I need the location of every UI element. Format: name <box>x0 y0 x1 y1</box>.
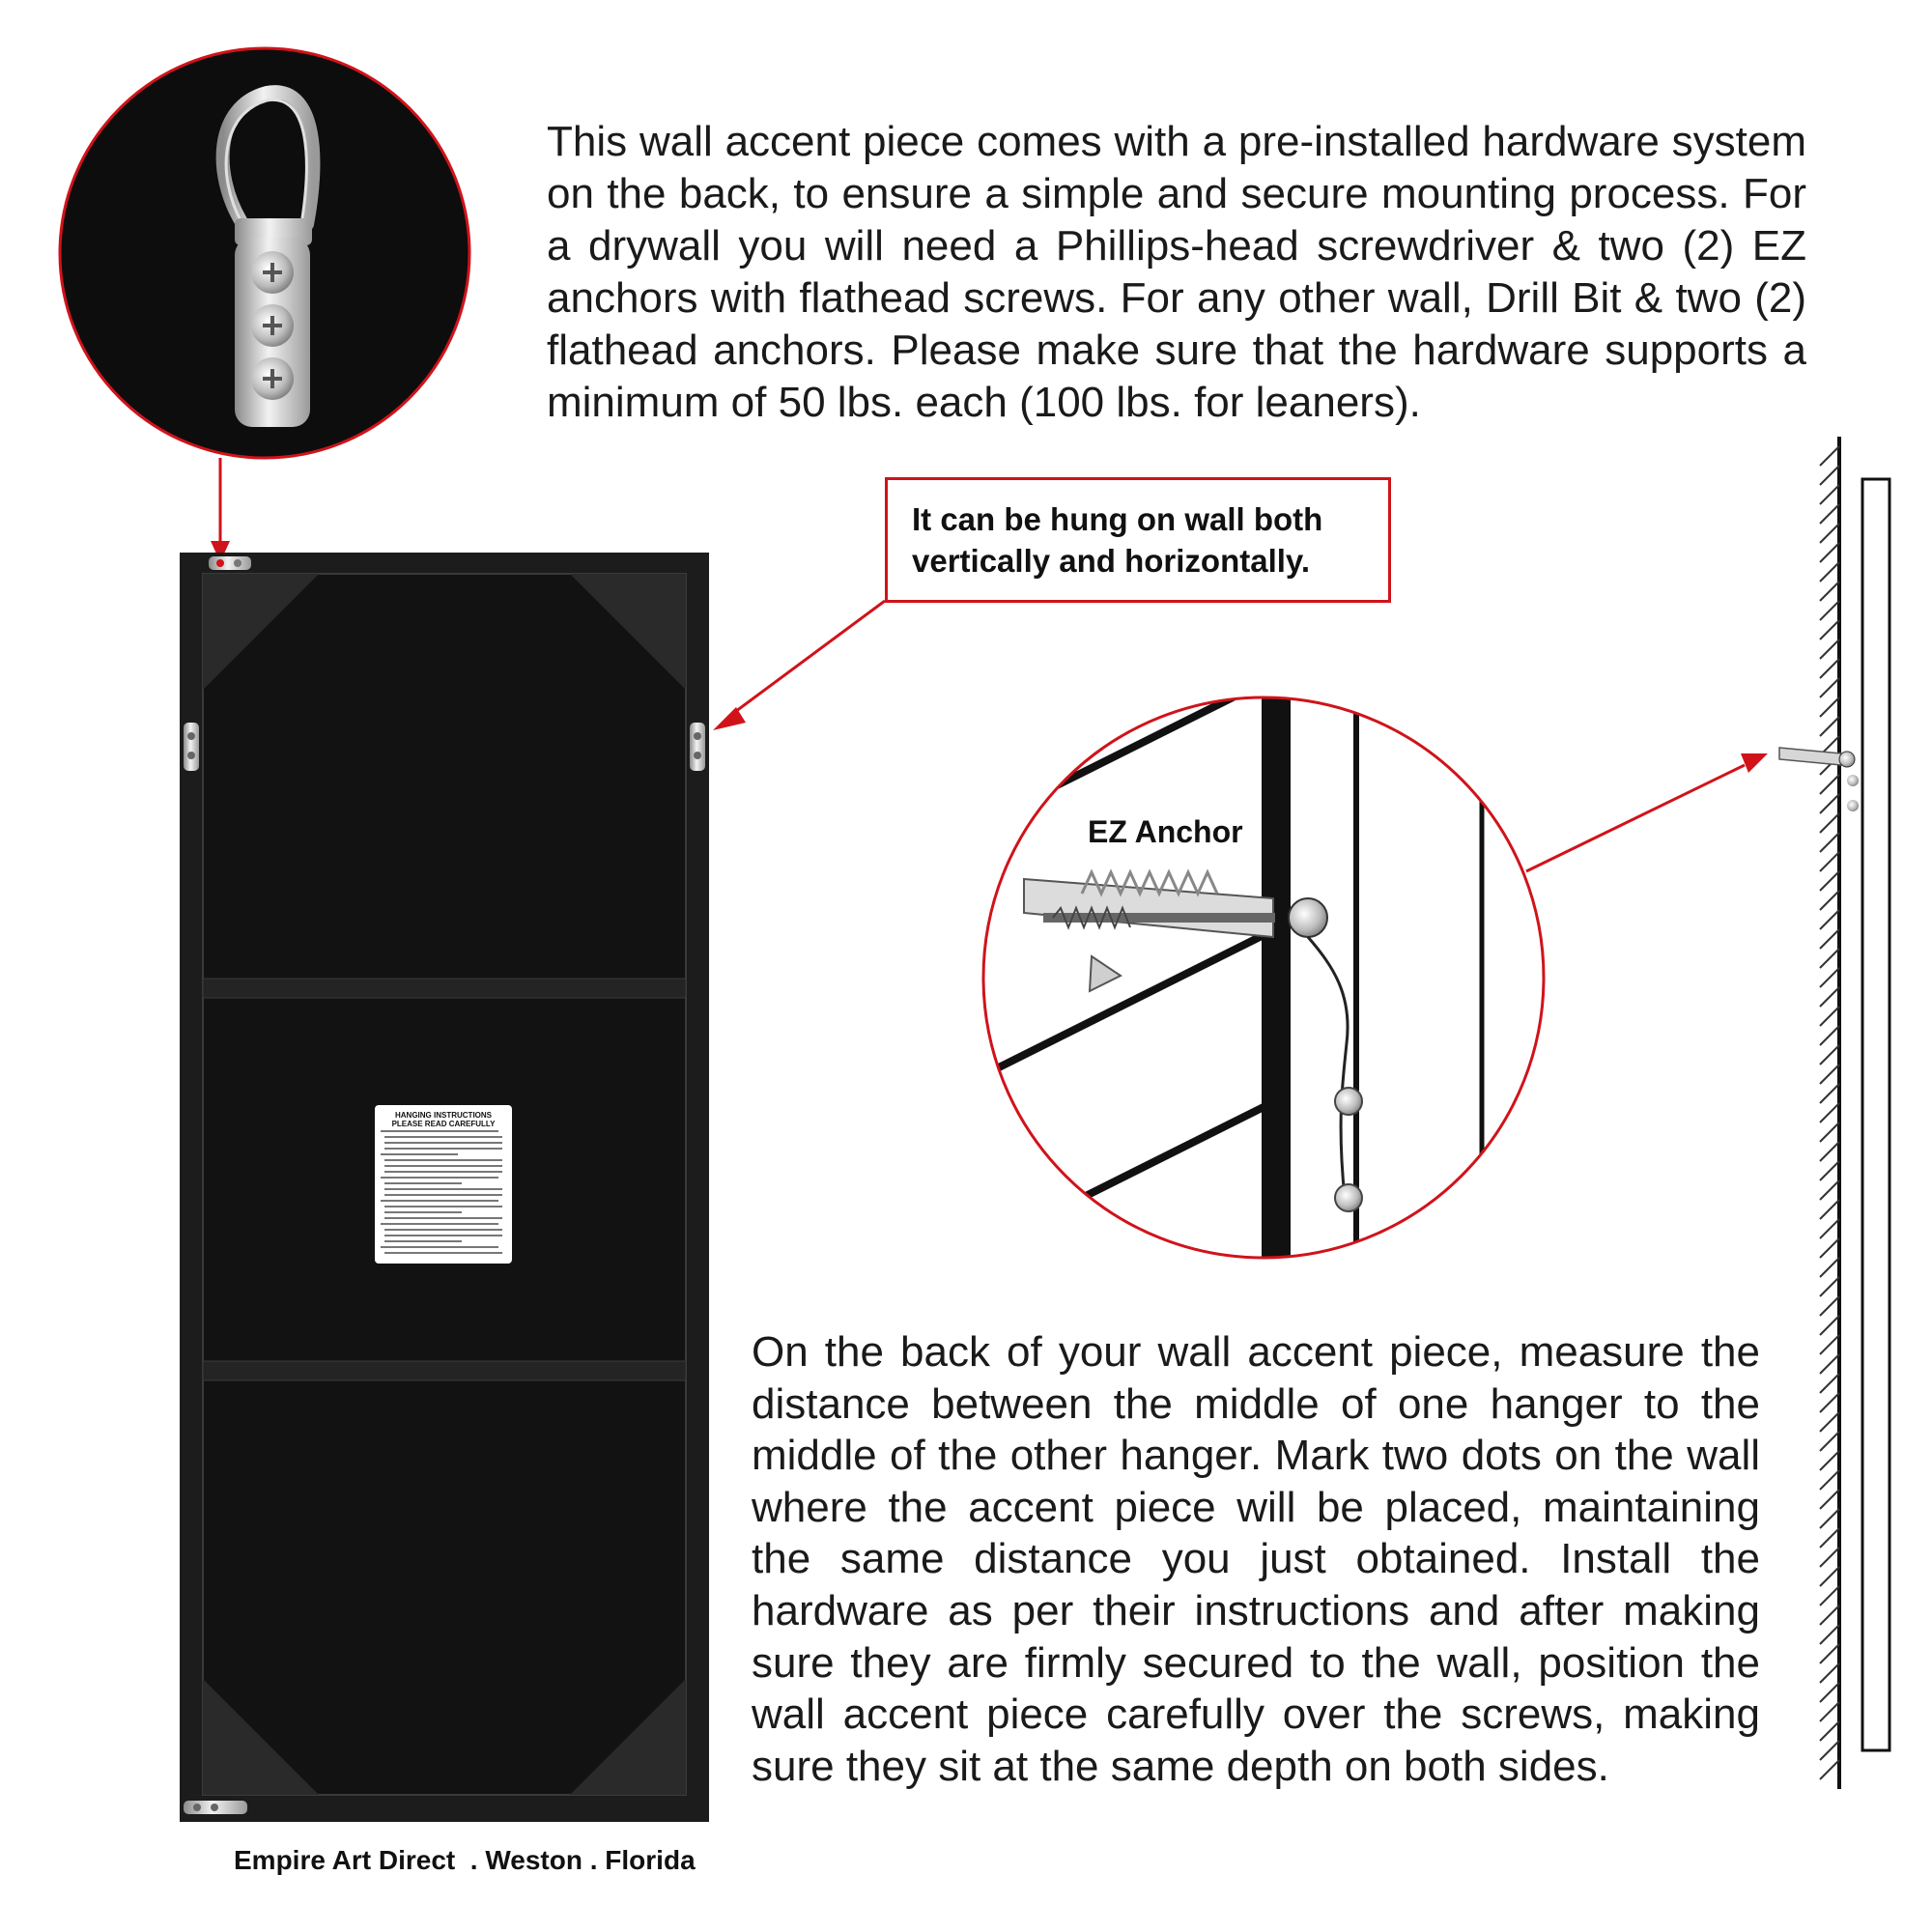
label-text-line <box>384 1171 502 1173</box>
instructions-paragraph: On the back of your wall accent piece, measure the distance between the middle of one hanger to the middle of the other hanger. Mark two dots on the wall where the accent piece will be placed, maintaining the same distance you just obtained. Install the hardware as per their instructions and after making sure they are firmly secured to the wall, position the wall accent piece carefully over the screws, making sure they sit at the same depth on both sides. <box>752 1328 1760 1790</box>
label-text-line <box>384 1252 502 1254</box>
label-text-line <box>384 1142 502 1144</box>
wall-hatch-line <box>1820 1625 1839 1644</box>
bottom-hanger-icon <box>184 1801 247 1814</box>
wall-hatch-line <box>1820 659 1839 678</box>
wall-hatch-line <box>1820 1200 1839 1219</box>
wall-hatch-line <box>1820 1548 1839 1567</box>
wall-hatch-line <box>1820 697 1839 717</box>
label-text-line <box>384 1211 462 1213</box>
callout-text: It can be hung on wall both vertically and horizontally. <box>912 501 1323 579</box>
label-text-line <box>381 1130 498 1132</box>
wall-hatch-line <box>1820 1296 1839 1316</box>
wall-hatch-line <box>1820 794 1839 813</box>
wall-hatch-line <box>1820 1219 1839 1238</box>
hanging-instructions-label-title: HANGING INSTRUCTIONS PLEASE READ CAREFULLY <box>391 1111 496 1128</box>
wall-hatch-line <box>1820 639 1839 659</box>
ez-anchor-zoom-circle <box>966 676 1544 1275</box>
wall-mounted-anchor-icon <box>1779 748 1859 811</box>
wall-hatch-line <box>1820 1490 1839 1509</box>
wall-hatch-line <box>1820 678 1839 697</box>
wall-hatch-line <box>1820 1432 1839 1451</box>
wall-hatch-line <box>1820 1663 1839 1683</box>
wall-hatch-line <box>1820 1354 1839 1374</box>
label-text-line <box>381 1200 498 1202</box>
wall-hatch-line <box>1820 987 1839 1007</box>
wall-hatch-line <box>1820 1567 1839 1586</box>
side-hanger-right-icon <box>690 723 705 771</box>
wall-hatch-line <box>1820 1702 1839 1721</box>
label-text-line <box>384 1148 502 1150</box>
wall-hatch-line <box>1820 1393 1839 1412</box>
wall-hatch-line <box>1820 1586 1839 1605</box>
d-ring-zoom-circle <box>60 48 469 458</box>
wall-hatch-line <box>1820 1509 1839 1528</box>
wall-profile-icon <box>1779 437 1889 1789</box>
wall-hatch-line <box>1820 813 1839 833</box>
wall-hatch-line <box>1820 1258 1839 1277</box>
wall-hatch-line <box>1820 1451 1839 1470</box>
label-text-line <box>381 1223 498 1225</box>
wall-hatch-line <box>1820 1103 1839 1122</box>
wall-hatch-line <box>1820 929 1839 949</box>
footer-company-line: Empire Art Direct . Weston . Florida <box>234 1845 696 1875</box>
hanger-pointer-arrow <box>211 458 230 562</box>
wall-hatch-line <box>1820 1007 1839 1026</box>
wall-hatch-line <box>1820 1644 1839 1663</box>
hanging-instructions-label <box>375 1105 512 1264</box>
wall-hatch-line <box>1820 871 1839 891</box>
wall-hatch-line <box>1820 1683 1839 1702</box>
wall-hatch-line <box>1820 1142 1839 1161</box>
wall-hatch-line <box>1820 1721 1839 1741</box>
label-text-line <box>384 1235 502 1236</box>
wall-hatch-line <box>1820 504 1839 524</box>
label-text-line <box>381 1246 498 1248</box>
wall-hatch-line <box>1820 910 1839 929</box>
wall-hatch-line <box>1820 601 1839 620</box>
wall-hatch-line <box>1820 1026 1839 1045</box>
wall-hatch-line <box>1820 524 1839 543</box>
wall-hatch-line <box>1820 891 1839 910</box>
label-text-line <box>384 1188 502 1190</box>
wall-hatch-line <box>1820 1470 1839 1490</box>
wall-hatch-line <box>1820 582 1839 601</box>
wall-hatch-line <box>1820 1335 1839 1354</box>
callout-pointer-arrow <box>713 601 885 730</box>
wall-hatch-line <box>1820 1605 1839 1625</box>
wall-hatch-line <box>1820 949 1839 968</box>
wall-hatch-line <box>1820 446 1839 466</box>
label-text-line <box>384 1136 502 1138</box>
wall-pointer-arrow <box>1526 753 1768 871</box>
ez-anchor-label: EZ Anchor <box>1088 814 1243 849</box>
wall-hatch-line <box>1820 562 1839 582</box>
wall-hatch-line <box>1820 1528 1839 1548</box>
wall-hatch-line <box>1820 1412 1839 1432</box>
wall-hatch-line <box>1820 620 1839 639</box>
side-hanger-left-icon <box>184 723 199 771</box>
label-text-line <box>381 1177 498 1179</box>
label-text-line <box>381 1153 458 1155</box>
wall-hatch-line <box>1820 1180 1839 1200</box>
intro-paragraph: This wall accent piece comes with a pre-installed hardware system on the back, to ensure a simple and secure mounting process. For a drywall you will need a Phillips-head screwdriver & two (2) EZ anchors with flathead screws. For any other wall, Drill Bit & two (2) flathead anchors. Please make sure that the hardware supports a minimum of 50 lbs. each (100 lbs. for leaners). <box>547 118 1806 426</box>
wall-hatch-line <box>1820 1084 1839 1103</box>
label-text-line <box>384 1165 502 1167</box>
label-text-line <box>384 1240 462 1242</box>
wall-hatch-line <box>1820 1316 1839 1335</box>
wall-hatch-line <box>1820 1277 1839 1296</box>
wall-hatch-line <box>1820 1741 1839 1760</box>
wall-hatch-line <box>1820 1374 1839 1393</box>
label-text-line <box>384 1206 502 1208</box>
wall-hatch-line <box>1820 717 1839 736</box>
wall-hatch-line <box>1820 1045 1839 1065</box>
wall-hatch-line <box>1820 1760 1839 1779</box>
label-text-line <box>384 1194 502 1196</box>
wall-hatch-line <box>1820 1161 1839 1180</box>
wall-hatch-line <box>1820 968 1839 987</box>
label-text-line <box>384 1159 502 1161</box>
label-text-line <box>384 1229 502 1231</box>
sawtooth-hanger-icon <box>209 556 251 570</box>
wall-hatch-line <box>1820 852 1839 871</box>
label-text-line <box>384 1182 462 1184</box>
wall-hatch-line <box>1820 775 1839 794</box>
wall-hatch-line <box>1820 1238 1839 1258</box>
wall-hatch-line <box>1820 1122 1839 1142</box>
wall-hatch-line <box>1820 833 1839 852</box>
label-text-line <box>384 1217 502 1219</box>
wall-hatch-line <box>1820 466 1839 485</box>
wall-hatch-line <box>1820 543 1839 562</box>
wall-hatch-line <box>1820 1065 1839 1084</box>
wall-hatch-line <box>1820 485 1839 504</box>
